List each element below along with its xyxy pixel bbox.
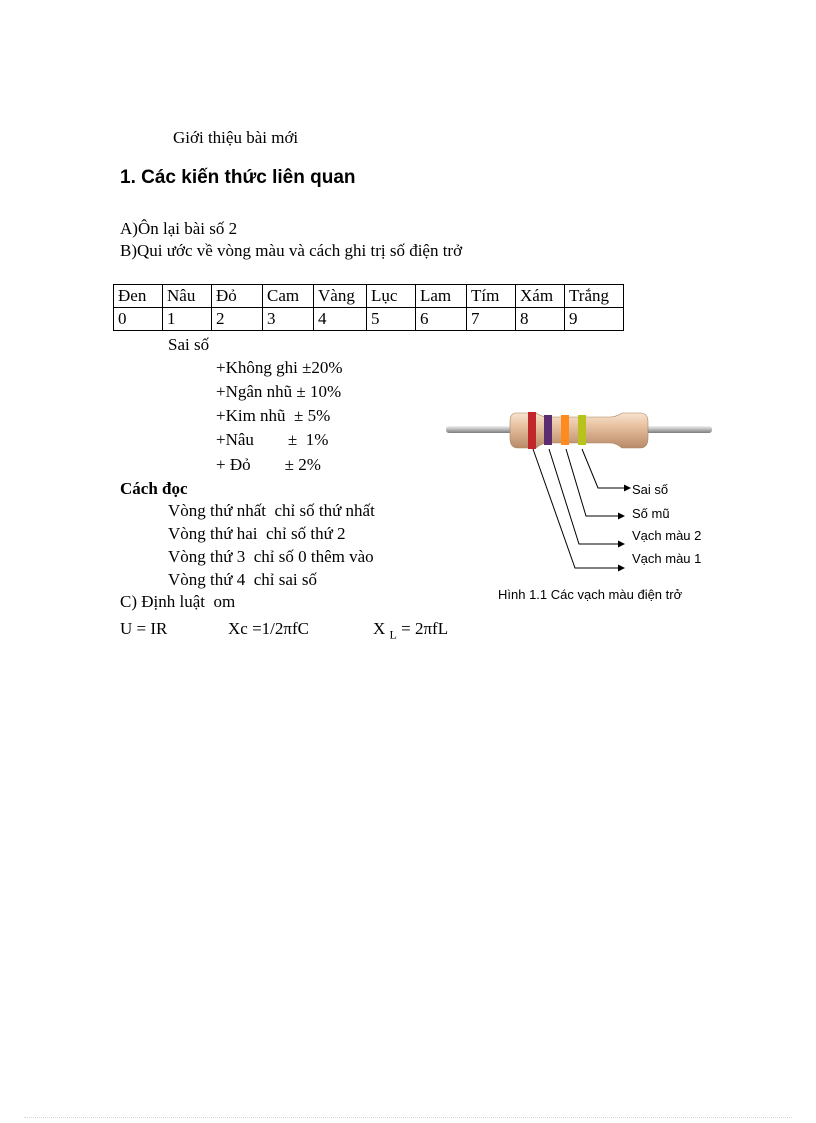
tolerance-item: +Ngân nhũ ± 10%: [216, 382, 342, 401]
color-cell: Lam: [416, 285, 467, 308]
digit-cell: 6: [416, 308, 467, 331]
tolerance-item: +Kim nhũ ± 5%: [216, 406, 331, 425]
figure-label-vach-mau-2: Vạch màu 2: [632, 528, 702, 543]
formula-xl-prefix: X: [373, 619, 386, 638]
leader-sai-so: [582, 449, 630, 488]
tolerance-item: +Nâu ± 1%: [216, 430, 329, 449]
band-4: [578, 415, 586, 445]
digit-cell: 3: [263, 308, 314, 331]
color-cell: Đỏ: [212, 285, 263, 308]
page-bottom-rule: [24, 1117, 792, 1118]
digit-cell: 5: [367, 308, 416, 331]
line-c: C) Định luật om: [120, 592, 236, 611]
color-cell: Nâu: [163, 285, 212, 308]
line-b: B)Qui ước về vòng màu và cách ghi trị số điện trở: [120, 241, 463, 260]
leader-lines: [533, 449, 630, 568]
figure-label-vach-mau-1: Vạch màu 1: [632, 551, 702, 566]
leader-vach-mau-1: [533, 449, 624, 568]
reading-item: Vòng thứ nhất chỉ số thứ nhất: [168, 501, 375, 520]
color-cell: Vàng: [314, 285, 367, 308]
tolerance-item: + Đỏ ± 2%: [216, 455, 321, 474]
color-cell: Lục: [367, 285, 416, 308]
intro-text: Giới thiệu bài mới: [173, 128, 299, 147]
digit-cell: 0: [114, 308, 163, 331]
digit-cell: 1: [163, 308, 212, 331]
tolerance-item: +Không ghi ±20%: [216, 358, 343, 377]
formula-xl-subscript: L: [389, 627, 397, 642]
formula-xl: [373, 619, 448, 642]
formula-ohm: U = IR: [120, 619, 168, 638]
reading-item: Vòng thứ hai chỉ số thứ 2: [168, 524, 346, 543]
band-3: [561, 415, 569, 445]
digit-cell: 8: [516, 308, 565, 331]
band-1: [528, 412, 536, 449]
color-code-table: [113, 284, 624, 331]
digit-cell: 9: [565, 308, 624, 331]
line-a: A)Ôn lại bài số 2: [120, 219, 238, 238]
formula-xc: Xc =1/2πfC: [228, 619, 309, 638]
digits-row: [114, 308, 624, 331]
digit-cell: 4: [314, 308, 367, 331]
color-names-row: [114, 285, 624, 308]
color-cell: Cam: [263, 285, 314, 308]
tolerance-title: Sai số: [168, 335, 210, 354]
leader-vach-mau-2: [549, 449, 624, 544]
figure-caption: Hình 1.1 Các vạch màu điện trở: [498, 587, 683, 602]
band-2: [544, 415, 552, 445]
color-cell: Tím: [467, 285, 516, 308]
reading-title: Cách đọc: [120, 479, 188, 498]
color-cell: Trắng: [565, 285, 624, 308]
digit-cell: 2: [212, 308, 263, 331]
leader-so-mu: [566, 449, 624, 516]
reading-item: Vòng thứ 3 chỉ số 0 thêm vào: [168, 547, 374, 566]
reading-item: Vòng thứ 4 chỉ sai số: [168, 570, 317, 589]
digit-cell: 7: [467, 308, 516, 331]
formula-xl-suffix: = 2πfL: [396, 619, 449, 638]
color-cell: Xám: [516, 285, 565, 308]
figure-label-sai-so: Sai số: [632, 482, 669, 497]
figure-label-so-mu: Số mũ: [632, 506, 670, 521]
section-heading: 1. Các kiến thức liên quan: [120, 167, 356, 188]
color-cell: Đen: [114, 285, 163, 308]
